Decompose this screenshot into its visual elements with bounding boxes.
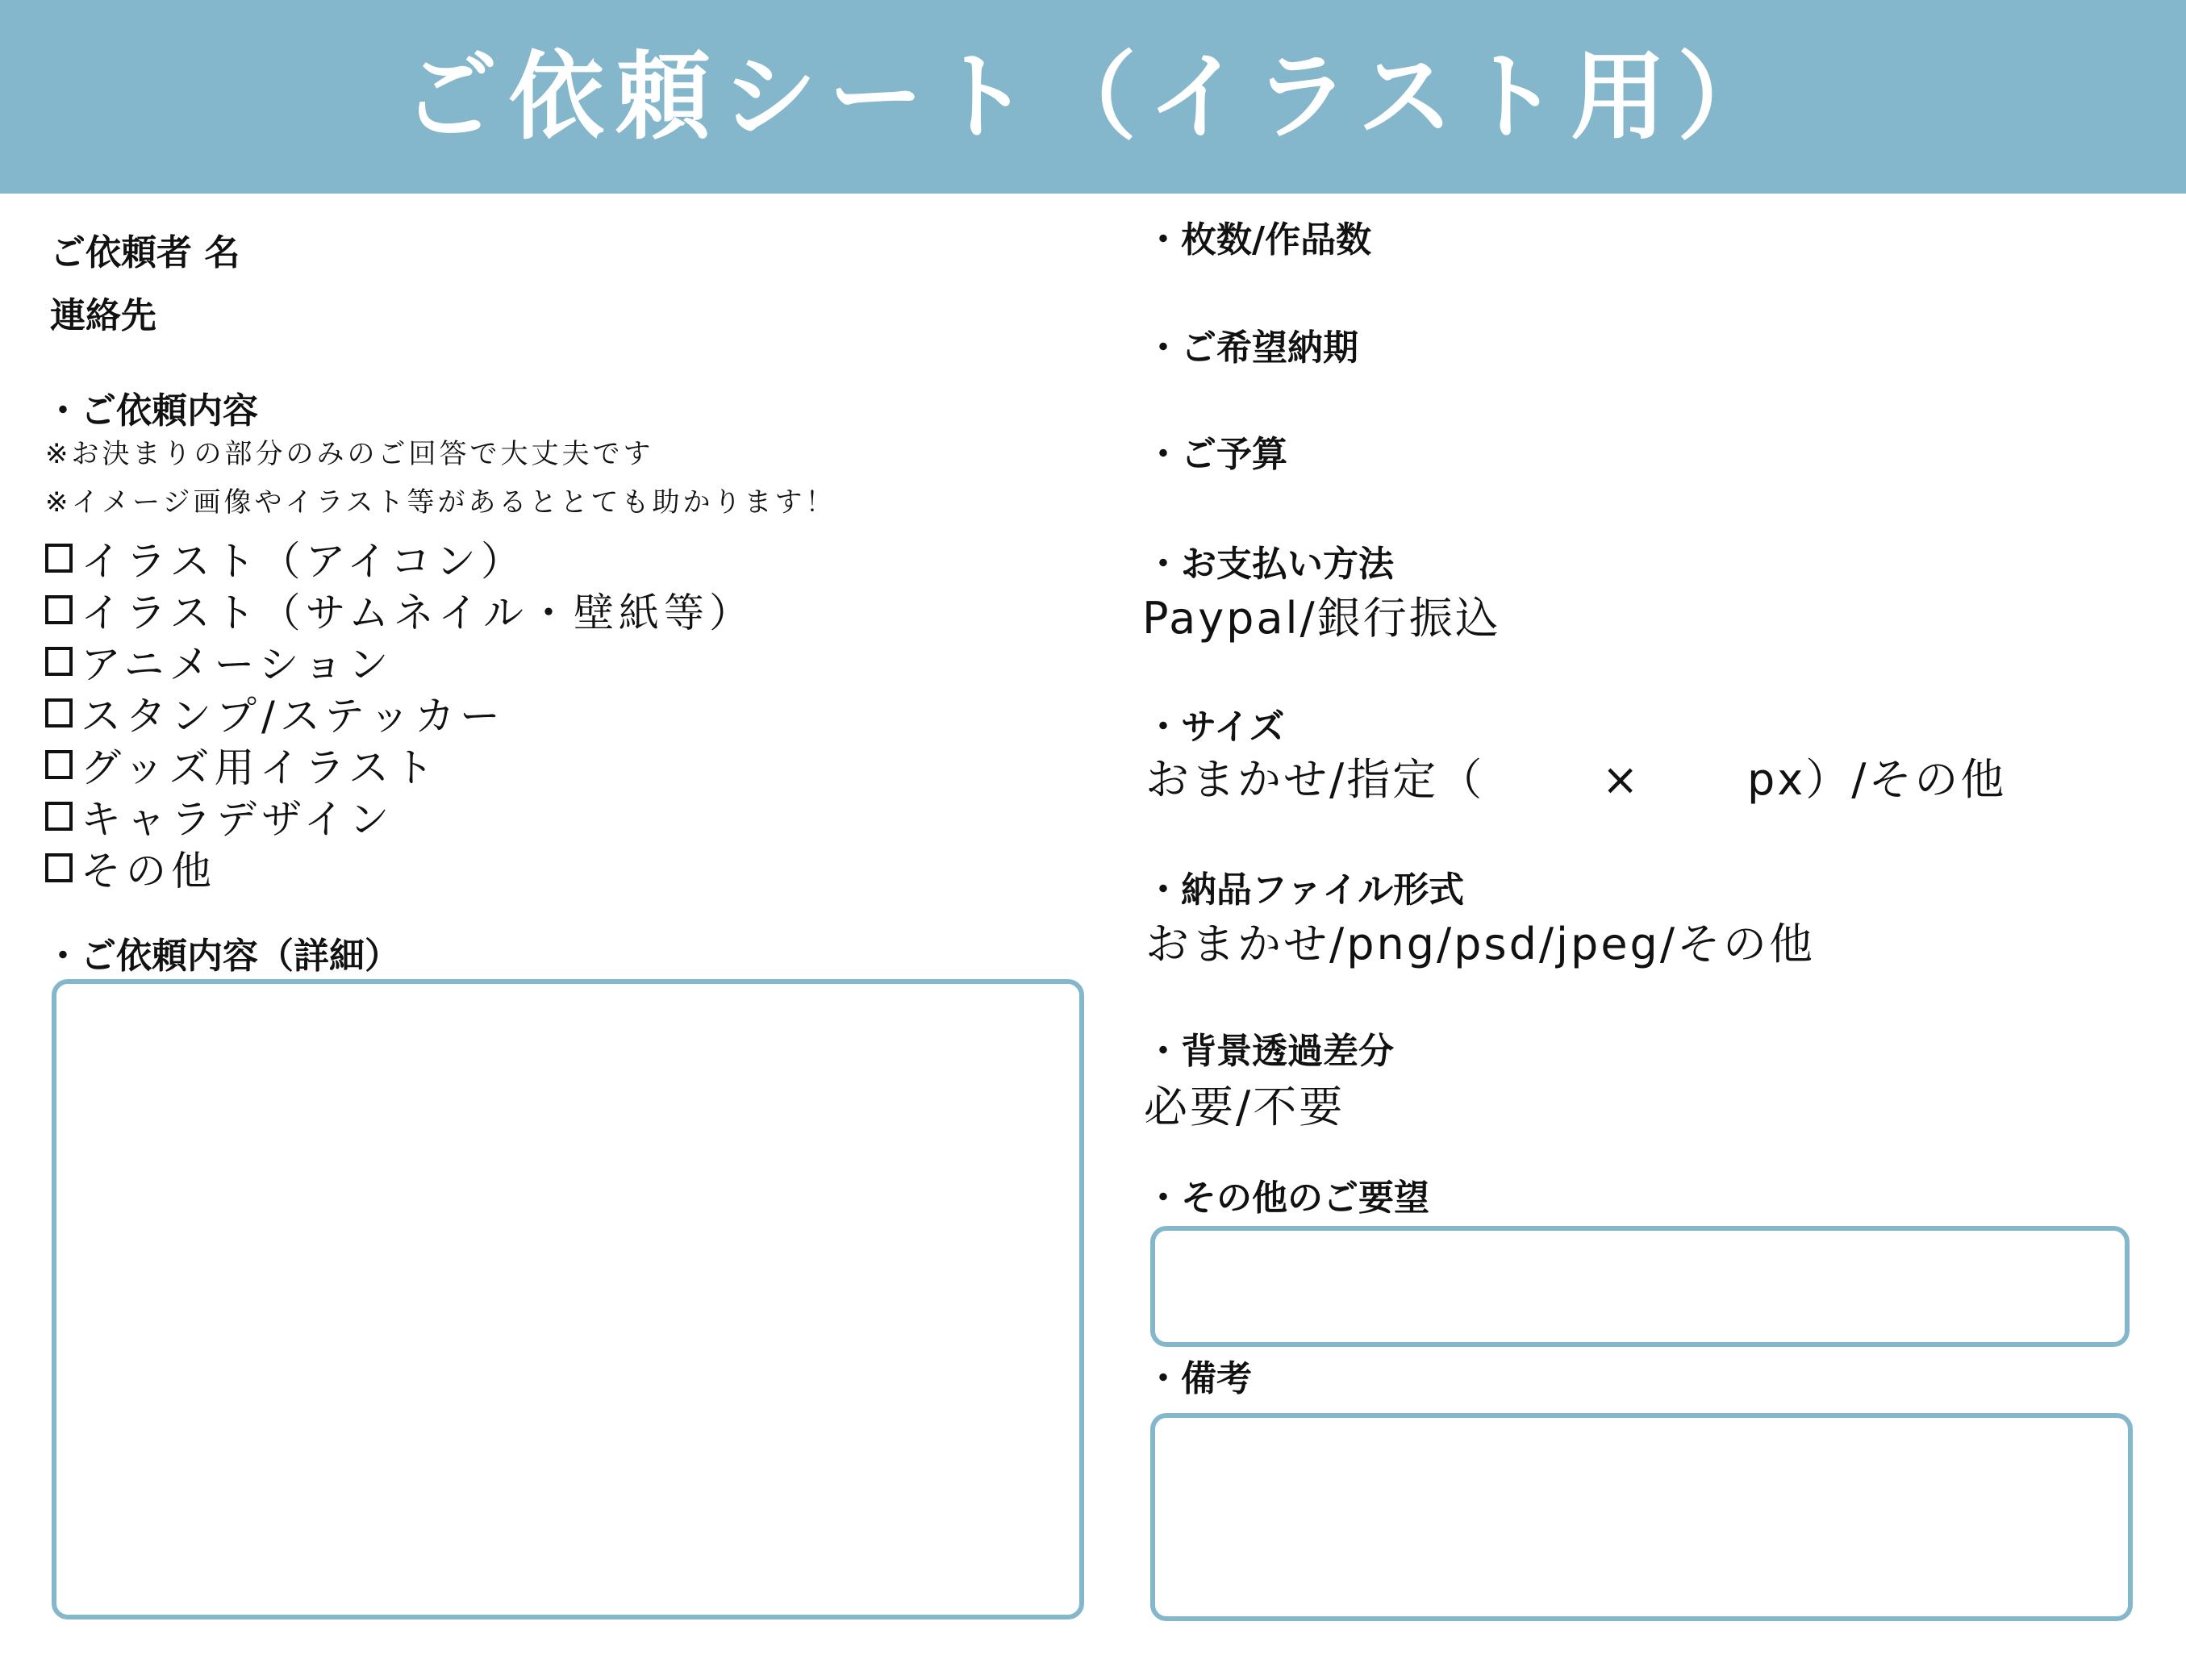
checkbox[interactable] [45,853,73,882]
checkbox-option-stamp-sticker[interactable] [45,687,754,739]
size-heading: ・サイズ [1145,707,1285,748]
checkbox-option-goods-illustration[interactable] [45,739,754,790]
size-prefix: おまかせ/指定（ [1145,754,1485,805]
budget-heading: ・ご予算 [1145,434,1287,475]
option-label: イラスト（アイコン） [81,538,526,585]
checkbox-option-animation[interactable] [45,636,754,687]
request-detail-box[interactable] [52,979,1084,1620]
request-type-checklist [45,532,754,894]
checkbox[interactable] [45,544,73,573]
request-detail-heading: ・ご依頼内容（詳細） [45,936,400,977]
contact-label: 連絡先 [50,295,156,336]
other-requests-box[interactable] [1150,1226,2130,1347]
file-format-value: おまかせ/png/psd/jpeg/その他 [1145,919,1816,969]
size-suffix: px）/その他 [1747,754,2007,805]
checkbox[interactable] [45,595,73,624]
option-label: イラスト（サムネイル・壁紙等） [81,590,754,636]
checkbox[interactable] [45,698,73,727]
option-label: グッズ用イラスト [81,744,439,791]
note-line-1: ※お決まりの部分のみのご回答で大丈夫です [45,438,654,470]
file-format-heading: ・納品ファイル形式 [1145,869,1465,911]
deadline-heading: ・ご希望納期 [1145,327,1358,369]
transparent-bg-value: 必要/不要 [1144,1082,1345,1132]
checkbox[interactable] [45,647,73,676]
header-banner [0,0,2186,194]
remarks-heading: ・備考 [1145,1358,1252,1399]
checkbox[interactable] [45,802,73,831]
checkbox-option-other[interactable] [45,842,754,894]
request-content-heading: ・ご依頼内容 [45,390,258,431]
page-title: ご依頼シート（イラスト用） [402,41,1784,152]
checkbox-option-illustration-thumbnail[interactable] [45,584,754,636]
transparent-bg-heading: ・背景透過差分 [1145,1031,1394,1072]
remarks-box[interactable] [1150,1413,2133,1621]
checkbox-option-character-design[interactable] [45,790,754,842]
payment-value: Paypal/銀行振込 [1142,593,1501,644]
other-requests-heading: ・その他のご要望 [1145,1178,1429,1219]
size-times: × [1602,754,1642,805]
checkbox[interactable] [45,750,73,779]
payment-heading: ・お支払い方法 [1145,544,1394,585]
option-label: その他 [81,848,216,894]
requester-name-label: ご依頼者 名 [50,232,240,273]
count-heading: ・枚数/作品数 [1145,219,1372,261]
option-label: スタンプ/ステッカー [81,693,505,740]
option-label: キャラデザイン [81,796,394,843]
option-label: アニメーション [81,641,394,688]
checkbox-option-illustration-icon[interactable] [45,532,754,584]
note-line-2: ※イメージ画像やイラスト等があるととても助かります！ [45,486,836,519]
